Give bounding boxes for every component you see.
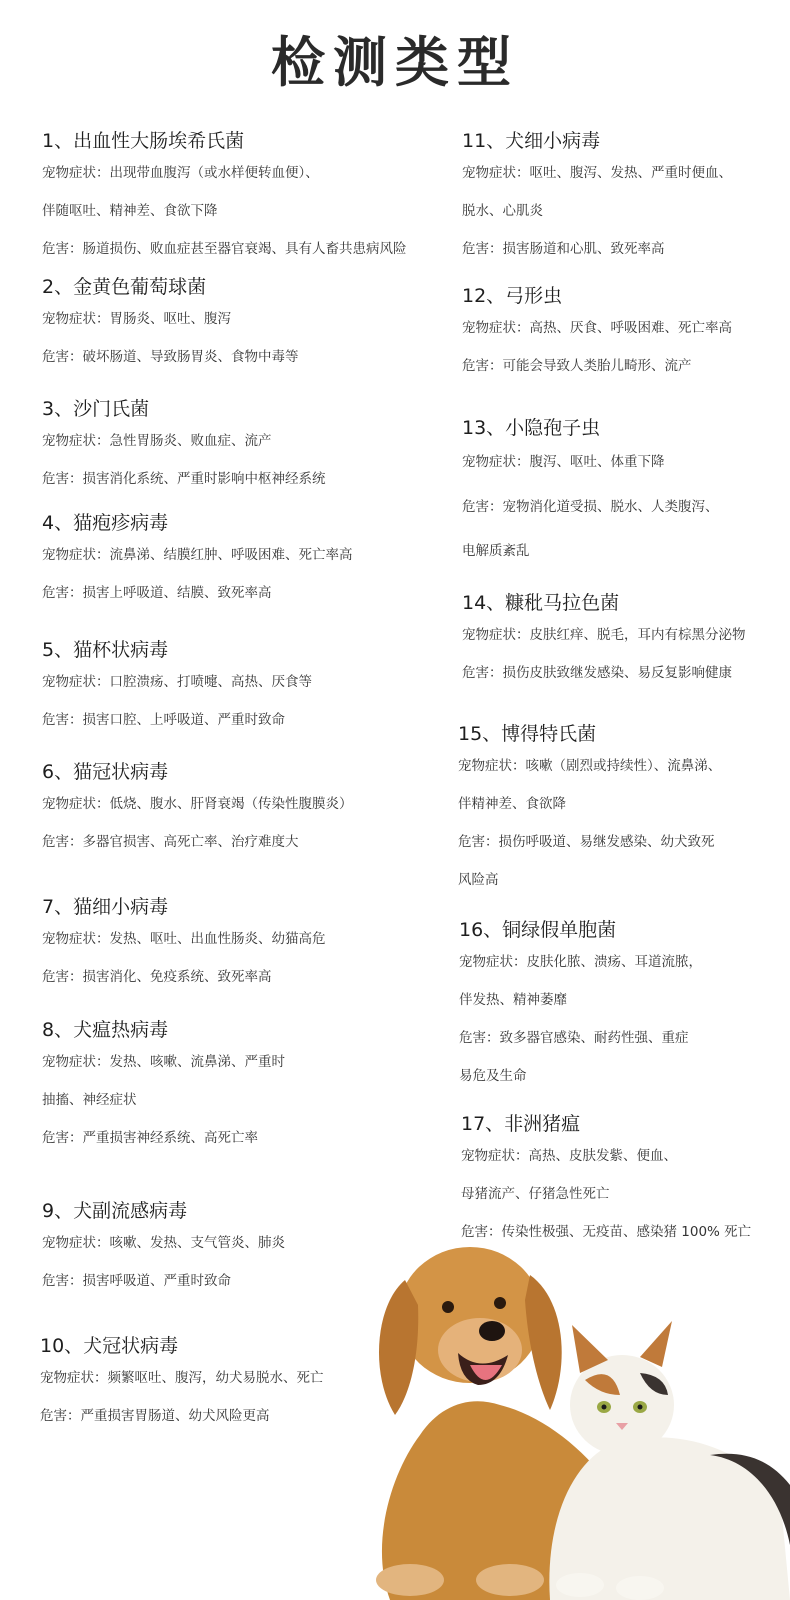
page-title: 检测类型 (271, 31, 519, 94)
item-heading: 15、博得特氏菌 (458, 723, 597, 745)
item-line: 电解质紊乱 (462, 543, 530, 559)
item-line: 危害：损伤呼吸道、易继发感染、幼犬致死 (458, 834, 715, 850)
item-heading: 17、非洲猪瘟 (461, 1113, 581, 1135)
item-line: 宠物症状：急性胃肠炎、败血症、流产 (42, 433, 272, 449)
item-line: 宠物症状：皮肤红痒、脱毛，耳内有棕黑分泌物 (462, 627, 746, 643)
item-line: 危害：损伤皮肤致继发感染、易反复影响健康 (462, 665, 732, 681)
item-line: 宠物症状：频繁呕吐、腹泻，幼犬易脱水、死亡 (40, 1370, 324, 1386)
item-line: 宠物症状：咳嗽、发热、支气管炎、肺炎 (42, 1235, 285, 1251)
item-line: 危害：肠道损伤、败血症甚至器官衰竭、具有人畜共患病风险 (42, 241, 407, 257)
item-5 (42, 637, 462, 739)
item-12 (462, 283, 780, 385)
item-heading: 1、出血性大肠埃希氏菌 (42, 130, 245, 152)
item-heading: 7、猫细小病毒 (42, 896, 169, 918)
item-line: 危害：致多器官感染、耐药性强、重症 (459, 1030, 689, 1046)
item-1 (42, 128, 462, 268)
item-line: 宠物症状：流鼻涕、结膜红肿、呼吸困难、死亡率高 (42, 547, 353, 563)
item-line: 宠物症状：出现带血腹泻（或水样便转血便）、 (42, 165, 319, 181)
item-line: 宠物症状：低烧、腹水、肝肾衰竭（传染性腹膜炎） (42, 796, 353, 812)
item-line: 危害：损害上呼吸道、结膜、致死率高 (42, 585, 272, 601)
item-line: 宠物症状：发热、咳嗽、流鼻涕、严重时 (42, 1054, 285, 1070)
item-heading: 3、沙门氏菌 (42, 398, 150, 420)
item-heading: 14、糠秕马拉色菌 (462, 592, 620, 614)
item-14 (462, 590, 780, 692)
item-line: 宠物症状：胃肠炎、呕吐、腹泻 (42, 311, 231, 327)
item-line: 风险高 (458, 872, 499, 888)
item-heading: 9、犬副流感病毒 (42, 1200, 188, 1222)
item-line: 危害：宠物消化道受损、脱水、人类腹泻、 (462, 499, 719, 515)
item-6 (42, 759, 462, 861)
item-heading: 2、金黄色葡萄球菌 (42, 276, 207, 298)
item-line: 易危及生命 (459, 1068, 527, 1084)
item-line: 危害：传染性极强、无疫苗、感染猪 100% 死亡 (461, 1224, 752, 1240)
item-line: 危害：损害口腔、上呼吸道、严重时致命 (42, 712, 285, 728)
item-line: 宠物症状：咳嗽（剧烈或持续性）、流鼻涕、 (458, 758, 722, 774)
item-line: 母猪流产、仔猪急性死亡 (461, 1186, 610, 1202)
item-17 (461, 1111, 779, 1251)
item-line: 宠物症状：发热、呕吐、出血性肠炎、幼猫高危 (42, 931, 326, 947)
item-line: 危害：损害消化、免疫系统、致死率高 (42, 969, 272, 985)
item-line: 伴发热、精神萎靡 (459, 992, 567, 1008)
item-16 (459, 917, 777, 1095)
item-8 (42, 1017, 462, 1157)
item-line: 危害：严重损害神经系统、高死亡率 (42, 1130, 258, 1146)
item-line: 宠物症状：呕吐、腹泻、发热、严重时便血、 (462, 165, 732, 181)
item-line: 宠物症状：高热、厌食、呼吸困难、死亡率高 (462, 320, 732, 336)
dog-and-cat-photo (350, 1245, 790, 1600)
item-line: 宠物症状：皮肤化脓、溃疡、耳道流脓， (459, 954, 702, 970)
item-line: 脱水、心肌炎 (462, 203, 543, 219)
item-line: 危害：严重损害胃肠道、幼犬风险更高 (40, 1408, 270, 1424)
item-heading: 10、犬冠状病毒 (40, 1335, 179, 1357)
item-7 (42, 894, 462, 996)
item-15 (458, 721, 776, 899)
item-line: 伴精神差、食欲降 (458, 796, 566, 812)
item-2 (42, 274, 462, 376)
item-3 (42, 396, 462, 498)
item-heading: 16、铜绿假单胞菌 (459, 919, 617, 941)
item-line: 危害：可能会导致人类胎儿畸形、流产 (462, 358, 692, 374)
item-line: 危害：损害肠道和心肌、致死率高 (462, 241, 665, 257)
item-line: 宠物症状：腹泻、呕吐、体重下降 (462, 454, 665, 470)
item-line: 危害：损害消化系统、严重时影响中枢神经系统 (42, 471, 326, 487)
item-heading: 5、猫杯状病毒 (42, 639, 169, 661)
item-heading: 12、弓形虫 (462, 285, 563, 307)
item-heading: 13、小隐孢子虫 (462, 417, 601, 439)
item-heading: 4、猫疱疹病毒 (42, 512, 169, 534)
item-line: 危害：破坏肠道、导致肠胃炎、食物中毒等 (42, 349, 299, 365)
item-line: 伴随呕吐、精神差、食欲下降 (42, 203, 218, 219)
item-line: 宠物症状：高热、皮肤发紫、便血、 (461, 1148, 677, 1164)
item-line: 危害：多器官损害、高死亡率、治疗难度大 (42, 834, 299, 850)
item-11 (462, 128, 780, 268)
item-heading: 6、猫冠状病毒 (42, 761, 169, 783)
item-line: 危害：损害呼吸道、严重时致命 (42, 1273, 231, 1289)
item-line: 宠物症状：口腔溃疡、打喷嚏、高热、厌食等 (42, 674, 312, 690)
item-13 (462, 415, 780, 571)
item-heading: 8、犬瘟热病毒 (42, 1019, 169, 1041)
item-4 (42, 510, 462, 612)
item-line: 抽搐、神经症状 (42, 1092, 137, 1108)
item-heading: 11、犬细小病毒 (462, 130, 601, 152)
